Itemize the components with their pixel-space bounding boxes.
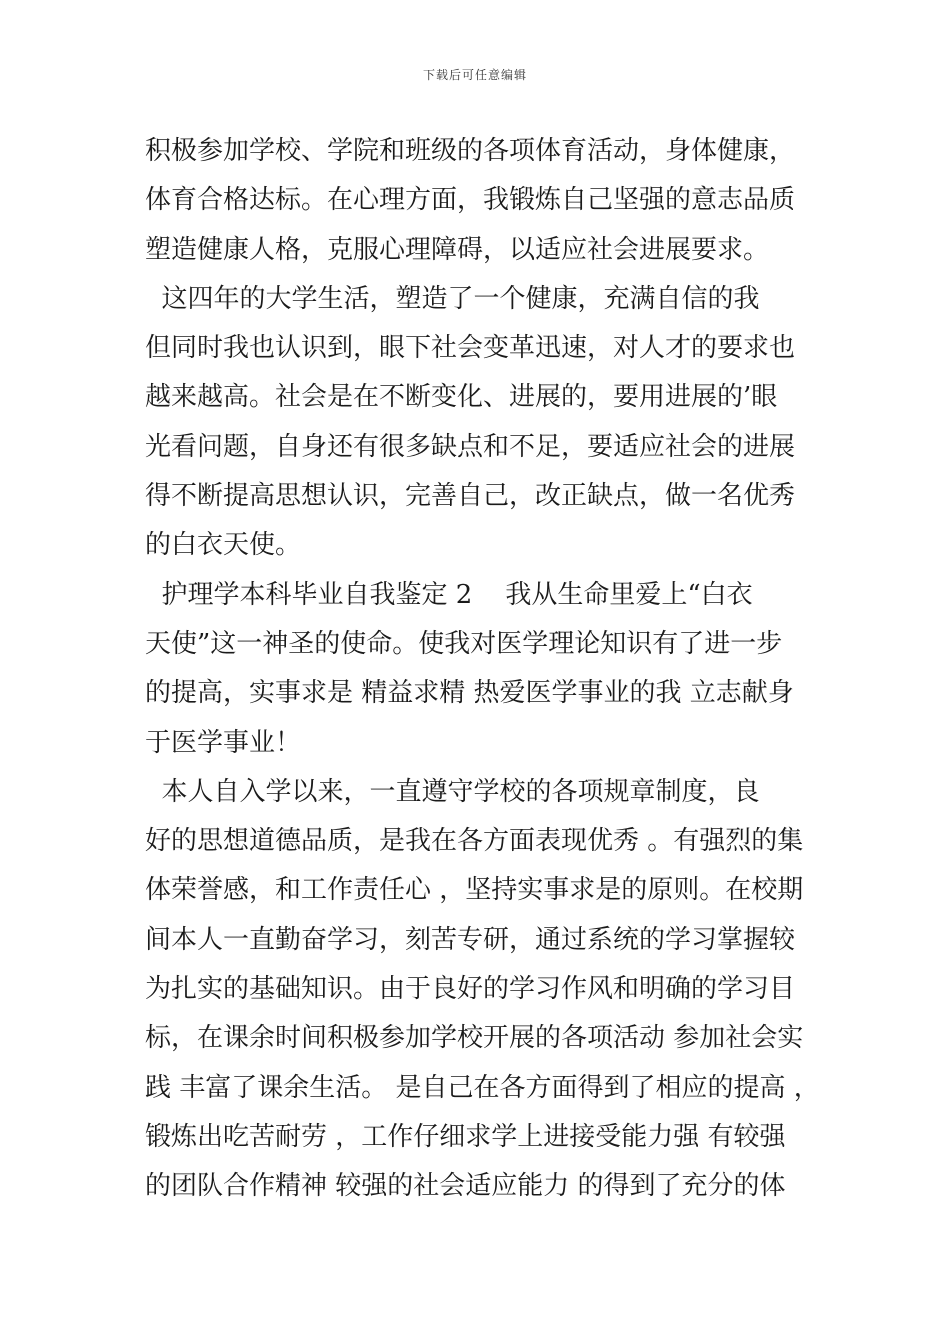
text-line: 锻炼出吃苦耐劳 ，工作仔细求学上进接受能力强 有较强 (145, 1121, 786, 1152)
document-body (145, 127, 820, 1212)
text-line: 为扎实的基础知识。由于良好的学习作风和明确的学习目 (145, 974, 796, 1005)
text-line: 标，在课余时间积极参加学校开展的各项活动 参加社会实 (145, 1023, 804, 1054)
text-line: 践 丰富了课余生活。 是自己在各方面得到了相应的提高 ， (145, 1072, 820, 1103)
text-line: 的团队合作精神 较强的社会适应能力 的得到了充分的体 (145, 1171, 786, 1202)
text-line: 本人自入学以来，一直遵守学校的各项规章制度，良 (145, 776, 760, 807)
text-line: 得不断提高思想认识，完善自己，改正缺点，做一名优秀 (145, 481, 796, 512)
text-line: 间本人一直勤奋学习，刻苦专研，通过系统的学习掌握较 (145, 924, 796, 955)
text-line: 积极参加学校、学院和班级的各项体育活动，身体健康， (145, 136, 796, 166)
text-line: 塑造健康人格，克服心理障碍，以适应社会进展要求。 (145, 234, 770, 265)
text-line: 的白衣天使。 (145, 530, 302, 561)
text-line: 越来越高。社会是在不断变化、进展的，要用进展的’眼 (145, 382, 778, 413)
text-line: 体荣誉感，和工作责任心 ，坚持实事求是的原则。在校期 (145, 875, 804, 906)
text-line: 这四年的大学生活，塑造了一个健康，充满自信的我 (145, 283, 760, 314)
text-line: 但同时我也认识到，眼下社会变革迅速，对人才的要求也 (145, 333, 796, 364)
text-line: 体育合格达标。在心理方面，我锻炼自己坚强的意志品质 (145, 185, 796, 216)
text-line: 光看问题，自身还有很多缺点和不足，要适应社会的进展 (145, 431, 796, 462)
section-title-line: 护理学本科毕业自我鉴定 2 我从生命里爱上“白衣 (145, 579, 753, 610)
text-line: 天使”这一神圣的使命。使我对医学理论知识有了进一步 (145, 628, 783, 659)
text-line: 的提高，实事求是 精益求精 热爱医学事业的我 立志献身 (145, 678, 794, 709)
page-header-note: 下载后可任意编辑 (422, 68, 527, 82)
text-line: 于医学事业！ (145, 727, 302, 758)
text-line: 好的思想道德品质，是我在各方面表现优秀 。有强烈的集 (145, 826, 804, 857)
